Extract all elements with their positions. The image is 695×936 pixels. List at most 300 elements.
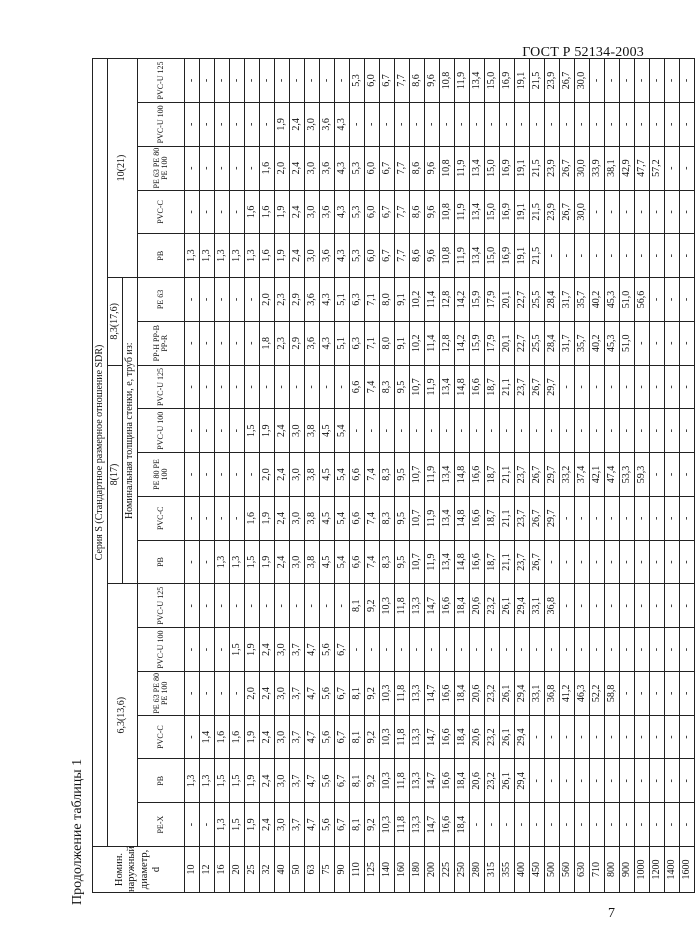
diameter-cell: 10: [185, 847, 200, 893]
thickness-cell: -: [245, 59, 260, 103]
thickness-cell: -: [245, 146, 260, 190]
thickness-cell: -: [590, 715, 605, 759]
thickness-cell: 36,8: [545, 671, 560, 715]
thickness-cell: 33,2: [560, 453, 575, 497]
material-column-header: PVC-U 100: [138, 102, 185, 146]
thickness-cell: 21,1: [500, 496, 515, 540]
table-row: [560, 59, 575, 893]
pipe-wall-thickness-table: [92, 58, 695, 893]
thickness-cell: 6,7: [335, 759, 350, 803]
thickness-cell: 18,4: [455, 803, 470, 847]
thickness-cell: 18,4: [455, 584, 470, 628]
thickness-cell: -: [335, 365, 350, 409]
thickness-cell: -: [230, 496, 245, 540]
thickness-cell: -: [425, 409, 440, 453]
thickness-cell: 29,7: [545, 365, 560, 409]
thickness-cell: -: [545, 803, 560, 847]
thickness-cell: 3,7: [290, 671, 305, 715]
thickness-cell: -: [620, 628, 635, 672]
thickness-cell: 16,9: [500, 146, 515, 190]
material-column-header: PVC-C: [138, 496, 185, 540]
thickness-cell: 3,6: [320, 190, 335, 234]
thickness-cell: 20,1: [500, 321, 515, 365]
thickness-cell: 15,9: [470, 321, 485, 365]
thickness-cell: -: [635, 409, 650, 453]
thickness-cell: -: [215, 584, 230, 628]
thickness-cell: 7,4: [365, 453, 380, 497]
thickness-cell: 1,9: [245, 715, 260, 759]
thickness-cell: 26,7: [560, 59, 575, 103]
thickness-cell: -: [575, 102, 590, 146]
thickness-cell: 13,4: [440, 496, 455, 540]
group-header: 6,3(13,6): [108, 584, 138, 847]
thickness-cell: 1,9: [275, 234, 290, 278]
thickness-cell: -: [605, 365, 620, 409]
thickness-cell: -: [200, 671, 215, 715]
thickness-cell: -: [545, 409, 560, 453]
thickness-cell: -: [620, 234, 635, 278]
table-row: [665, 59, 680, 893]
thickness-cell: 20,6: [470, 759, 485, 803]
thickness-cell: -: [200, 496, 215, 540]
thickness-cell: 33,1: [530, 671, 545, 715]
diameter-cell: 20: [230, 847, 245, 893]
thickness-cell: -: [260, 584, 275, 628]
thickness-cell: 4,5: [320, 496, 335, 540]
thickness-cell: 3,8: [305, 540, 320, 584]
rotated-table-page: [70, 55, 692, 905]
thickness-cell: 13,4: [470, 190, 485, 234]
thickness-cell: 33,1: [530, 584, 545, 628]
thickness-cell: -: [665, 584, 680, 628]
thickness-cell: 56,6: [635, 278, 650, 322]
thickness-cell: -: [665, 671, 680, 715]
thickness-cell: 20,1: [500, 278, 515, 322]
thickness-cell: -: [410, 102, 425, 146]
material-column-header: PB: [138, 759, 185, 803]
thickness-cell: 6,7: [380, 146, 395, 190]
diameter-cell: 1200: [650, 847, 665, 893]
thickness-cell: 18,7: [485, 365, 500, 409]
thickness-cell: 4,7: [305, 759, 320, 803]
thickness-cell: -: [500, 628, 515, 672]
thickness-cell: -: [560, 234, 575, 278]
thickness-cell: 3,6: [305, 278, 320, 322]
thickness-cell: 1,5: [230, 628, 245, 672]
thickness-cell: -: [545, 759, 560, 803]
thickness-cell: 4,5: [320, 453, 335, 497]
thickness-cell: 18,4: [455, 671, 470, 715]
thickness-cell: 5,4: [335, 453, 350, 497]
thickness-cell: -: [485, 102, 500, 146]
thickness-cell: 1,5: [215, 759, 230, 803]
thickness-cell: -: [365, 102, 380, 146]
thickness-cell: -: [485, 803, 500, 847]
table-row: [185, 59, 200, 893]
thickness-cell: -: [185, 278, 200, 322]
thickness-cell: -: [650, 496, 665, 540]
thickness-cell: -: [680, 453, 695, 497]
thickness-cell: 10,8: [440, 234, 455, 278]
thickness-cell: -: [605, 59, 620, 103]
table-row: [545, 59, 560, 893]
thickness-cell: -: [650, 59, 665, 103]
thickness-cell: -: [665, 234, 680, 278]
thickness-cell: -: [575, 540, 590, 584]
thickness-cell: 23,2: [485, 671, 500, 715]
thickness-cell: 26,1: [500, 715, 515, 759]
thickness-cell: -: [620, 759, 635, 803]
thickness-cell: 1,3: [200, 234, 215, 278]
table-row: [275, 59, 290, 893]
thickness-cell: -: [590, 496, 605, 540]
thickness-cell: 14,7: [425, 671, 440, 715]
thickness-cell: 9,6: [425, 234, 440, 278]
thickness-cell: 5,1: [335, 278, 350, 322]
material-column-header: PVC-U 125: [138, 365, 185, 409]
thickness-cell: 1,3: [245, 234, 260, 278]
thickness-cell: 1,3: [215, 234, 230, 278]
thickness-cell: 53,3: [620, 453, 635, 497]
thickness-cell: 5,4: [335, 540, 350, 584]
thickness-cell: -: [215, 453, 230, 497]
thickness-cell: 3,0: [275, 803, 290, 847]
diameter-cell: 400: [515, 847, 530, 893]
thickness-cell: 8,1: [350, 759, 365, 803]
thickness-cell: 13,4: [470, 234, 485, 278]
thickness-cell: 13,3: [410, 759, 425, 803]
thickness-cell: 42,1: [590, 453, 605, 497]
thickness-cell: 8,1: [350, 715, 365, 759]
thickness-cell: 29,4: [515, 759, 530, 803]
thickness-cell: 1,6: [260, 190, 275, 234]
thickness-cell: 11,9: [425, 365, 440, 409]
thickness-cell: 6,0: [365, 190, 380, 234]
thickness-cell: 9,1: [395, 278, 410, 322]
thickness-cell: 14,8: [455, 540, 470, 584]
thickness-cell: -: [575, 234, 590, 278]
thickness-cell: -: [470, 803, 485, 847]
table-row: [440, 59, 455, 893]
thickness-cell: 2,4: [260, 759, 275, 803]
thickness-cell: -: [680, 365, 695, 409]
thickness-cell: 10,8: [440, 146, 455, 190]
thickness-cell: 10,3: [380, 803, 395, 847]
thickness-cell: 23,2: [485, 759, 500, 803]
thickness-cell: 10,3: [380, 759, 395, 803]
thickness-cell: -: [545, 628, 560, 672]
thickness-cell: -: [260, 59, 275, 103]
thickness-cell: 10,8: [440, 190, 455, 234]
thickness-cell: 29,4: [515, 715, 530, 759]
thickness-cell: 16,9: [500, 190, 515, 234]
thickness-cell: -: [530, 409, 545, 453]
diameter-cell: 1600: [680, 847, 695, 893]
thickness-cell: -: [290, 59, 305, 103]
thickness-cell: 9,5: [395, 540, 410, 584]
thickness-cell: -: [620, 584, 635, 628]
thickness-cell: 10,7: [410, 365, 425, 409]
thickness-cell: 5,6: [320, 628, 335, 672]
thickness-cell: 2,4: [260, 671, 275, 715]
thickness-cell: 11,9: [455, 190, 470, 234]
thickness-cell: 30,0: [575, 59, 590, 103]
thickness-cell: -: [485, 628, 500, 672]
thickness-cell: -: [410, 409, 425, 453]
thickness-cell: 6,6: [350, 540, 365, 584]
thickness-cell: 15,0: [485, 146, 500, 190]
material-column-header: PE 63: [138, 278, 185, 322]
thickness-cell: 4,3: [335, 102, 350, 146]
thickness-cell: 2,4: [260, 803, 275, 847]
thickness-cell: -: [230, 102, 245, 146]
thickness-cell: 11,4: [425, 278, 440, 322]
thickness-cell: 12,8: [440, 321, 455, 365]
thickness-cell: 3,6: [320, 234, 335, 278]
table-row: [260, 59, 275, 893]
thickness-cell: 7,4: [365, 496, 380, 540]
material-header-row: [138, 59, 185, 893]
thickness-cell: -: [230, 321, 245, 365]
thickness-cell: 6,7: [335, 715, 350, 759]
thickness-cell: -: [185, 321, 200, 365]
thickness-cell: 1,5: [245, 409, 260, 453]
page-number: 7: [608, 906, 615, 921]
thickness-cell: 20,6: [470, 584, 485, 628]
thickness-cell: -: [560, 715, 575, 759]
thickness-cell: -: [590, 409, 605, 453]
thickness-cell: -: [200, 409, 215, 453]
thickness-cell: -: [200, 803, 215, 847]
thickness-cell: 1,9: [275, 102, 290, 146]
thickness-cell: -: [425, 102, 440, 146]
thickness-cell: 6,0: [365, 234, 380, 278]
thickness-cell: 46,3: [575, 671, 590, 715]
thickness-cell: 1,9: [275, 190, 290, 234]
thickness-cell: -: [380, 409, 395, 453]
table-row: [230, 59, 245, 893]
thickness-cell: -: [200, 540, 215, 584]
diameter-cell: 160: [395, 847, 410, 893]
thickness-cell: -: [605, 102, 620, 146]
thickness-cell: 10,2: [410, 278, 425, 322]
thickness-cell: -: [620, 190, 635, 234]
thickness-cell: -: [605, 715, 620, 759]
thickness-cell: 7,4: [365, 365, 380, 409]
thickness-cell: 6,7: [380, 190, 395, 234]
thickness-cell: 6,7: [380, 59, 395, 103]
thickness-cell: 5,6: [320, 671, 335, 715]
thickness-cell: 3,0: [290, 453, 305, 497]
thickness-cell: -: [245, 584, 260, 628]
thickness-cell: -: [680, 803, 695, 847]
thickness-cell: -: [545, 234, 560, 278]
thickness-cell: -: [500, 803, 515, 847]
thickness-cell: 3,0: [275, 715, 290, 759]
thickness-cell: 4,7: [305, 715, 320, 759]
thickness-cell: 16,6: [440, 584, 455, 628]
thickness-cell: -: [590, 628, 605, 672]
thickness-cell: -: [185, 59, 200, 103]
thickness-cell: 1,9: [245, 628, 260, 672]
thickness-cell: -: [215, 628, 230, 672]
thickness-cell: 7,7: [395, 59, 410, 103]
thickness-cell: 21,5: [530, 59, 545, 103]
thickness-cell: 18,4: [455, 715, 470, 759]
thickness-cell: 13,3: [410, 715, 425, 759]
diameter-cell: 200: [425, 847, 440, 893]
thickness-cell: 37,4: [575, 453, 590, 497]
thickness-cell: -: [350, 628, 365, 672]
thickness-cell: 6,7: [335, 671, 350, 715]
thickness-cell: -: [530, 803, 545, 847]
thickness-cell: -: [680, 671, 695, 715]
thickness-cell: -: [665, 59, 680, 103]
thickness-cell: -: [635, 540, 650, 584]
thickness-cell: -: [500, 409, 515, 453]
thickness-cell: 4,3: [335, 146, 350, 190]
thickness-cell: 2,0: [260, 453, 275, 497]
thickness-cell: 2,4: [275, 409, 290, 453]
thickness-cell: -: [680, 59, 695, 103]
thickness-cell: 19,1: [515, 190, 530, 234]
thickness-cell: 14,8: [455, 365, 470, 409]
thickness-cell: 52,2: [590, 671, 605, 715]
thickness-cell: -: [590, 803, 605, 847]
thickness-cell: 1,6: [245, 496, 260, 540]
thickness-cell: 16,6: [440, 715, 455, 759]
nominal-diameter-header: Номин. наружный диаметр, d: [93, 847, 185, 893]
thickness-cell: 1,9: [245, 803, 260, 847]
thickness-cell: -: [185, 102, 200, 146]
thickness-cell: 1,3: [215, 803, 230, 847]
thickness-cell: -: [590, 234, 605, 278]
thickness-cell: -: [215, 146, 230, 190]
table-row: [350, 59, 365, 893]
thickness-cell: -: [380, 102, 395, 146]
thickness-cell: 22,7: [515, 321, 530, 365]
diameter-cell: 90: [335, 847, 350, 893]
thickness-cell: 47,4: [605, 453, 620, 497]
thickness-cell: -: [590, 190, 605, 234]
thickness-cell: -: [680, 496, 695, 540]
thickness-cell: -: [470, 102, 485, 146]
thickness-cell: 58,8: [605, 671, 620, 715]
thickness-cell: 1,5: [245, 540, 260, 584]
thickness-cell: 10,2: [410, 321, 425, 365]
thickness-cell: -: [590, 102, 605, 146]
thickness-cell: -: [635, 584, 650, 628]
thickness-cell: 10,7: [410, 453, 425, 497]
thickness-cell: 2,9: [290, 321, 305, 365]
thickness-cell: 7,7: [395, 190, 410, 234]
thickness-cell: 23,7: [515, 453, 530, 497]
diameter-cell: 250: [455, 847, 470, 893]
thickness-cell: 1,3: [185, 759, 200, 803]
thickness-cell: 11,9: [455, 59, 470, 103]
thickness-cell: -: [545, 102, 560, 146]
thickness-cell: 16,9: [500, 59, 515, 103]
thickness-cell: -: [635, 671, 650, 715]
thickness-cell: 7,1: [365, 278, 380, 322]
thickness-cell: -: [575, 584, 590, 628]
thickness-cell: -: [605, 496, 620, 540]
thickness-cell: -: [350, 102, 365, 146]
material-column-header: PE-X: [138, 803, 185, 847]
thickness-cell: -: [605, 234, 620, 278]
thickness-cell: 6,6: [350, 365, 365, 409]
thickness-cell: 2,4: [290, 102, 305, 146]
thickness-cell: 23,9: [545, 146, 560, 190]
material-column-header: PVC-C: [138, 715, 185, 759]
thickness-cell: -: [515, 102, 530, 146]
thickness-cell: 4,5: [320, 409, 335, 453]
thickness-cell: 47,7: [635, 146, 650, 190]
thickness-cell: 8,6: [410, 234, 425, 278]
thickness-cell: 14,7: [425, 803, 440, 847]
thickness-cell: 9,2: [365, 715, 380, 759]
thickness-cell: -: [635, 234, 650, 278]
thickness-cell: 1,6: [215, 715, 230, 759]
thickness-cell: -: [665, 409, 680, 453]
table-row: [485, 59, 500, 893]
thickness-cell: -: [650, 671, 665, 715]
thickness-cell: 1,6: [260, 146, 275, 190]
thickness-cell: 21,1: [500, 453, 515, 497]
thickness-cell: 3,0: [305, 102, 320, 146]
thickness-cell: 13,4: [470, 59, 485, 103]
thickness-cell: -: [275, 59, 290, 103]
thickness-cell: -: [635, 102, 650, 146]
thickness-cell: 45,3: [605, 321, 620, 365]
thickness-cell: 22,7: [515, 278, 530, 322]
thickness-cell: -: [665, 453, 680, 497]
thickness-cell: -: [665, 321, 680, 365]
thickness-cell: -: [470, 628, 485, 672]
thickness-cell: 26,7: [530, 496, 545, 540]
diameter-cell: 40: [275, 847, 290, 893]
thickness-cell: 9,6: [425, 59, 440, 103]
thickness-cell: 35,7: [575, 321, 590, 365]
thickness-cell: -: [650, 715, 665, 759]
thickness-cell: 16,6: [470, 540, 485, 584]
thickness-cell: -: [605, 584, 620, 628]
thickness-cell: 26,7: [560, 146, 575, 190]
wall-thickness-header: Номинальная толщина стенки, e, труб из:: [123, 278, 138, 584]
thickness-cell: 3,7: [290, 628, 305, 672]
thickness-cell: -: [590, 584, 605, 628]
thickness-cell: -: [230, 278, 245, 322]
thickness-cell: 18,7: [485, 496, 500, 540]
thickness-cell: -: [230, 365, 245, 409]
thickness-cell: -: [215, 278, 230, 322]
thickness-cell: 3,6: [305, 321, 320, 365]
thickness-cell: 25,5: [530, 278, 545, 322]
group-header: 10(21): [108, 59, 138, 278]
table-row: [635, 59, 650, 893]
thickness-cell: 29,4: [515, 671, 530, 715]
thickness-cell: 3,0: [305, 146, 320, 190]
thickness-cell: 57,2: [650, 146, 665, 190]
thickness-cell: 36,8: [545, 584, 560, 628]
thickness-cell: 6,0: [365, 146, 380, 190]
thickness-cell: 9,5: [395, 365, 410, 409]
thickness-cell: -: [665, 278, 680, 322]
thickness-cell: -: [620, 496, 635, 540]
thickness-cell: -: [215, 321, 230, 365]
table-row: [245, 59, 260, 893]
thickness-cell: 5,3: [350, 146, 365, 190]
